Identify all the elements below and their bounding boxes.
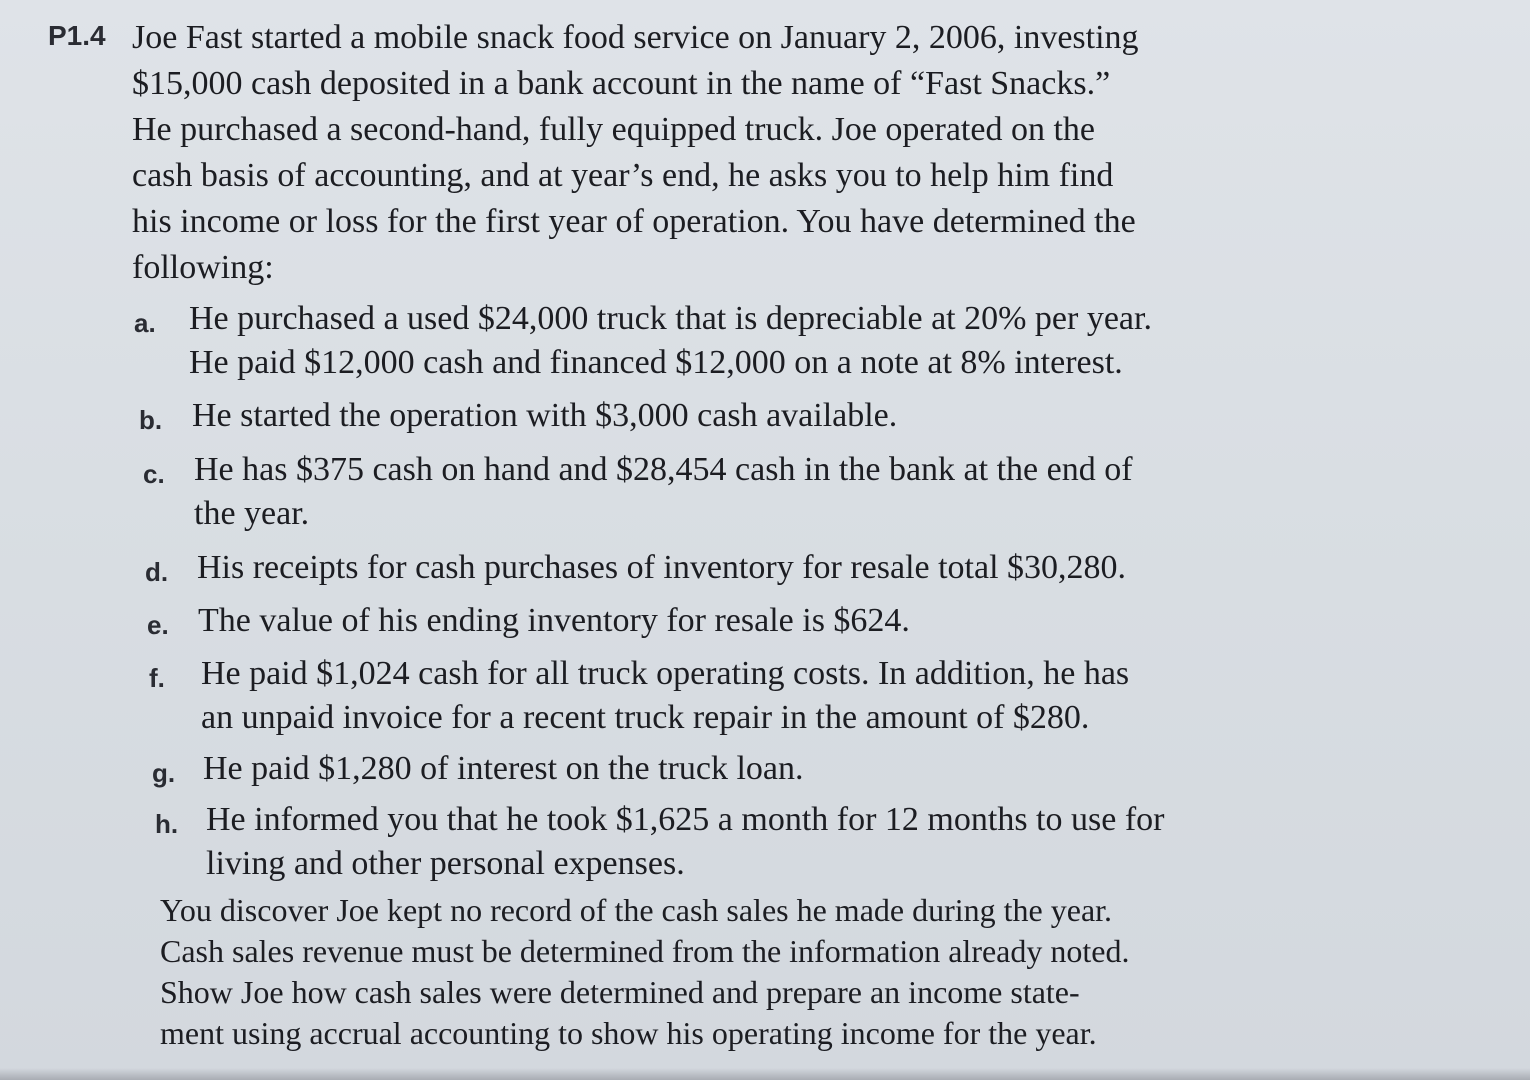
item-line: The value of his ending inventory for resale is $624. (198, 602, 910, 639)
item-text (206, 798, 1164, 886)
page-bottom-shadow (0, 1068, 1530, 1080)
closing-line: Show Joe how cash sales were determined and prepare an income state- (160, 974, 1080, 1010)
intro-line: $15,000 cash deposited in a bank account in the name of “Fast Snacks.” (132, 65, 1111, 102)
item-text (194, 448, 1133, 536)
closing-line: Cash sales revenue must be determined from the information already noted. (160, 933, 1130, 969)
item-text (192, 394, 897, 438)
item-line: an unpaid invoice for a recent truck repair in the amount of $280. (201, 699, 1090, 736)
item-letter: b. (139, 405, 163, 435)
item-line: He paid $12,000 cash and financed $12,000 on a note at 8% interest. (189, 344, 1123, 381)
item-letter: g. (152, 758, 176, 788)
item-text (189, 297, 1152, 385)
closing-line: ment using accrual accounting to show his operating income for the year. (160, 1015, 1097, 1051)
item-letter: d. (145, 557, 169, 587)
item-text (203, 747, 804, 791)
item-text (201, 652, 1129, 740)
intro-line: He purchased a second-hand, fully equipped truck. Joe operated on the (132, 111, 1095, 148)
item-text (198, 599, 910, 643)
item-line: He informed you that he took $1,625 a month for 12 months to use for (206, 801, 1165, 838)
closing-line: You discover Joe kept no record of the cash sales he made during the year. (160, 892, 1113, 928)
item-text (197, 546, 1126, 590)
problem-intro (132, 15, 1232, 291)
item-line: He paid $1,024 cash for all truck operating costs. In addition, he has (201, 655, 1130, 692)
item-line: living and other personal expenses. (206, 845, 685, 882)
item-line: He started the operation with $3,000 cash available. (192, 397, 898, 434)
item-line: He purchased a used $24,000 truck that is depreciable at 20% per year. (189, 300, 1152, 337)
problem-number: P1.4 (48, 20, 106, 51)
intro-line: his income or loss for the first year of operation. You have determined the (132, 203, 1136, 240)
item-line: He paid $1,280 of interest on the truck loan. (203, 750, 804, 787)
intro-line: following: (132, 249, 274, 286)
item-letter: e. (147, 610, 169, 640)
item-letter: h. (155, 809, 179, 839)
item-letter: f. (149, 663, 165, 693)
item-line: His receipts for cash purchases of inventory for resale total $30,280. (197, 549, 1127, 586)
item-letter: a. (134, 308, 156, 338)
problem-closing (160, 890, 1260, 1054)
intro-line: Joe Fast started a mobile snack food service on January 2, 2006, investing (132, 19, 1139, 56)
item-line: the year. (194, 495, 310, 532)
item-line: He has $375 cash on hand and $28,454 cash in the bank at the end of (194, 451, 1133, 488)
intro-line: cash basis of accounting, and at year’s end, he asks you to help him find (132, 157, 1114, 194)
item-letter: c. (143, 459, 165, 489)
